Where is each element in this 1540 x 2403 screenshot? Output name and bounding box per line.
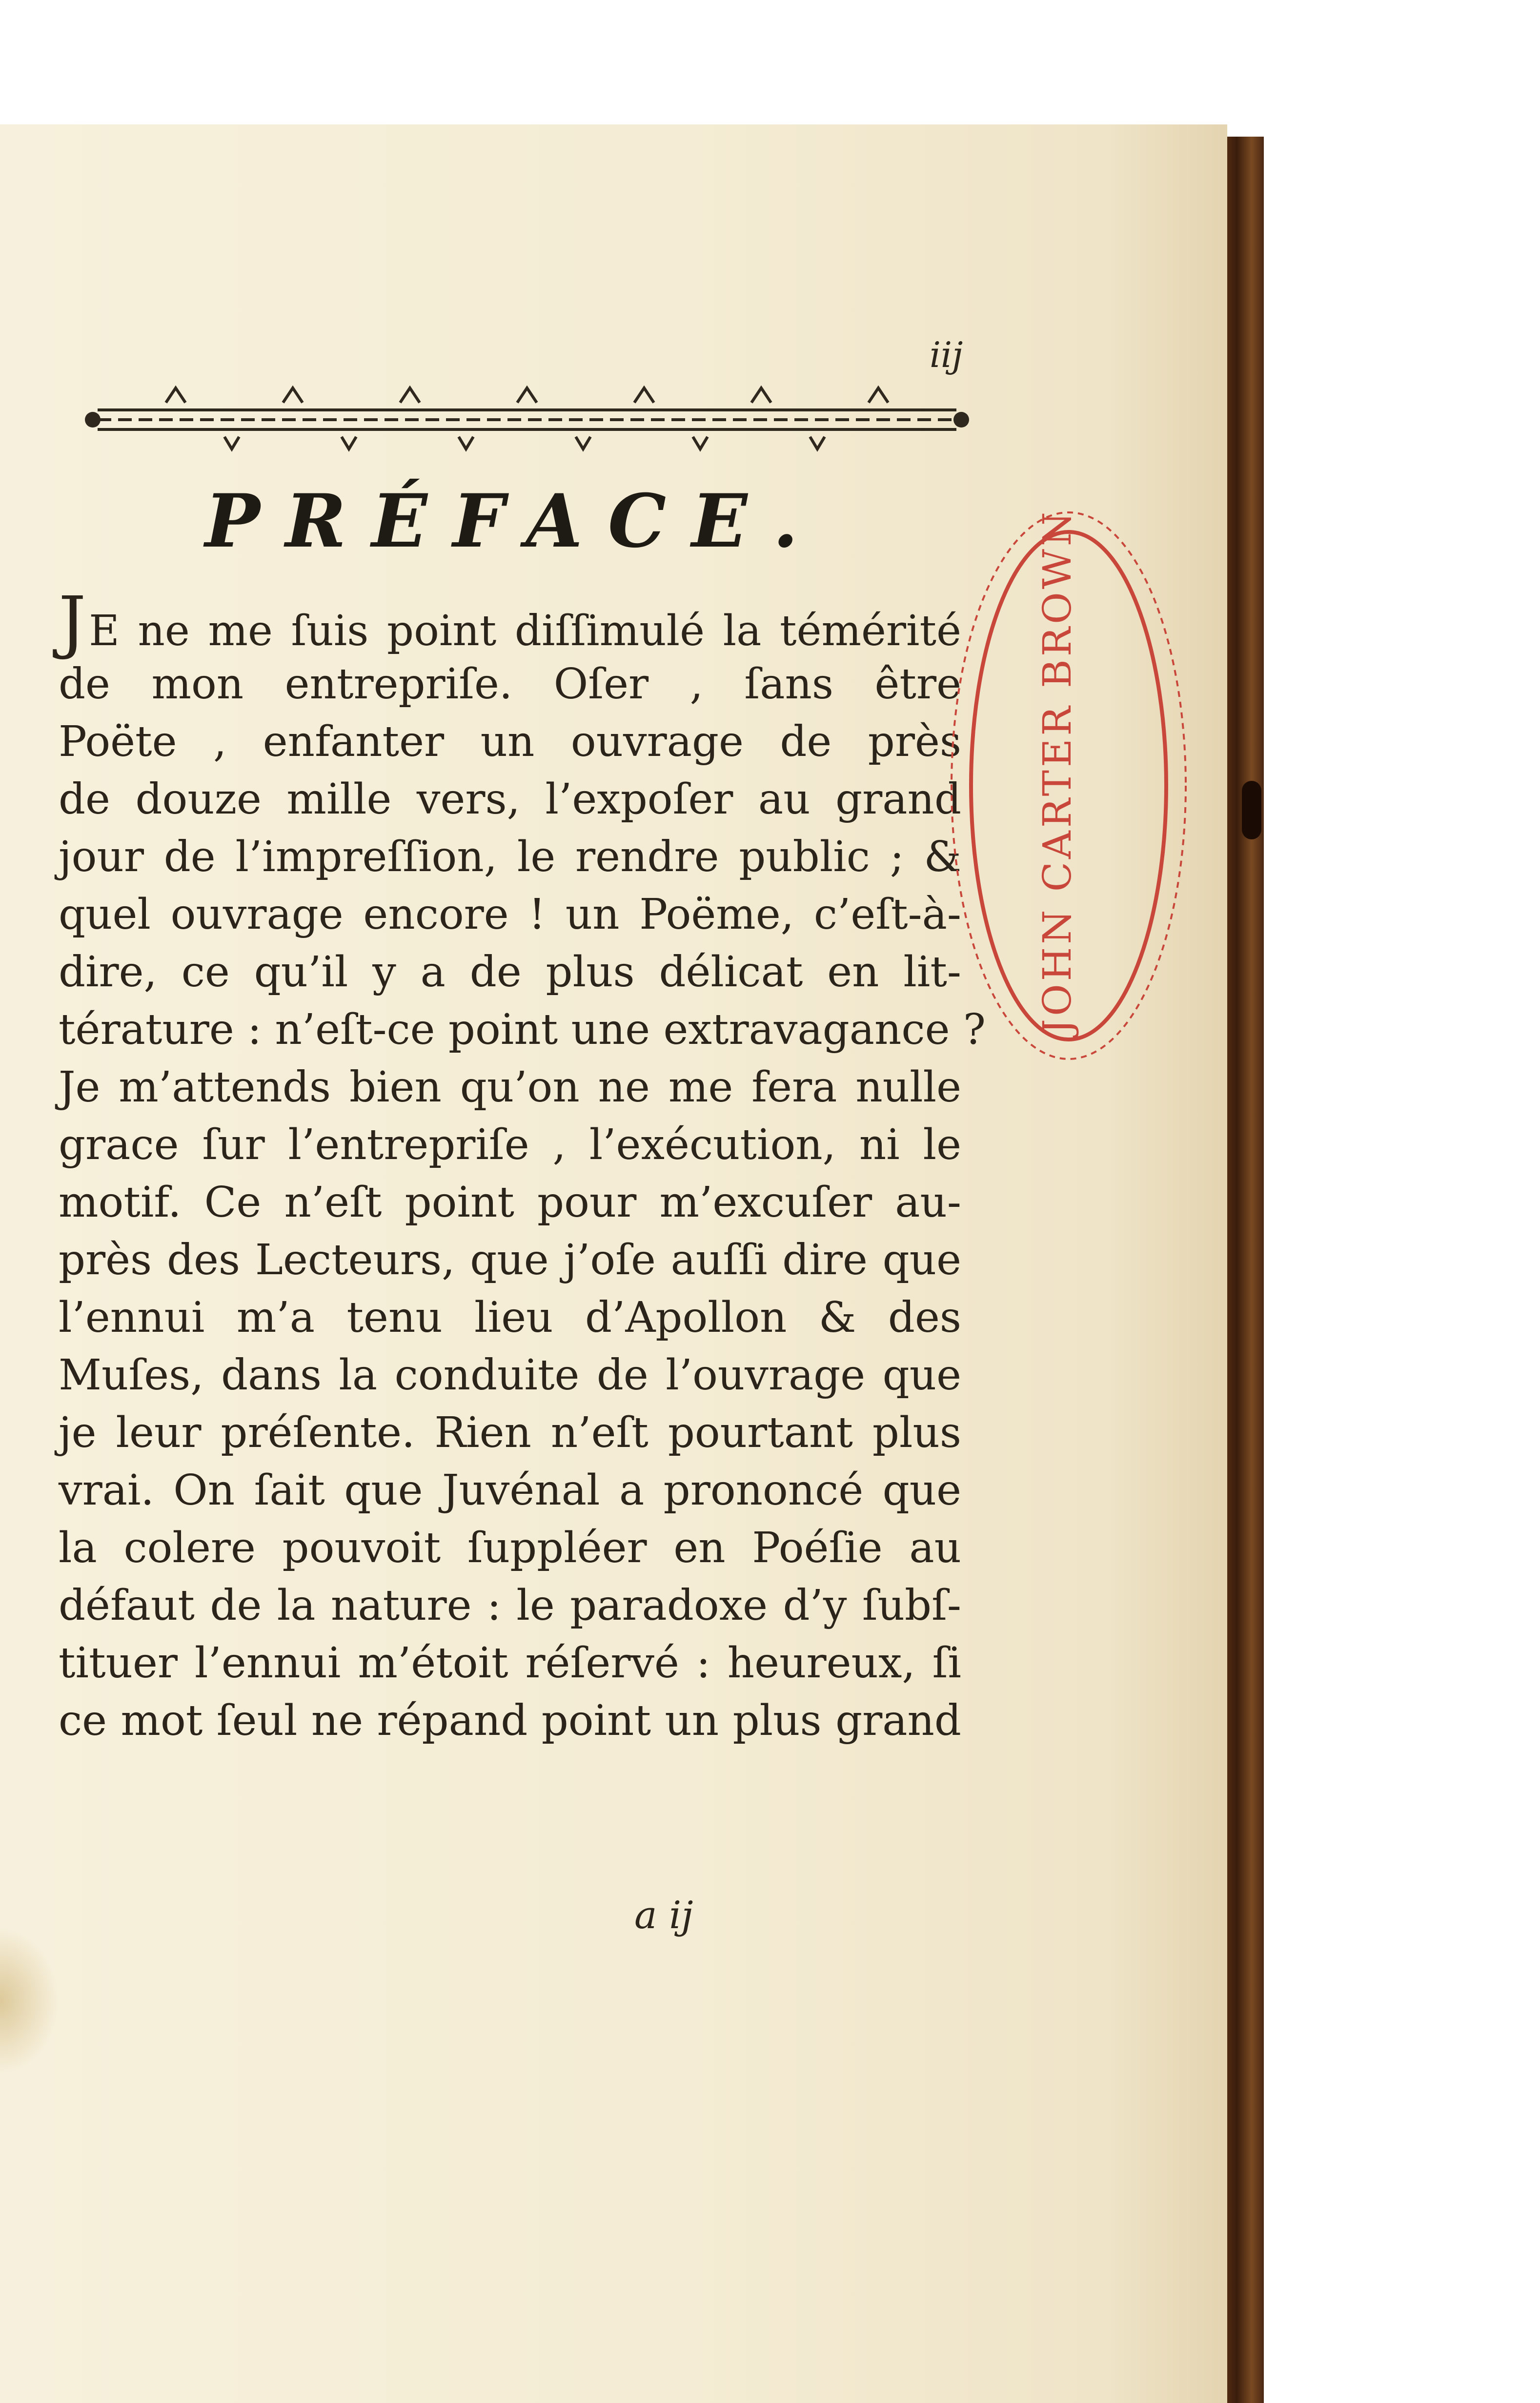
text-line: motif. Ce n’eſt point pour m’excuſer au- bbox=[59, 1178, 961, 1227]
binding-notch bbox=[1242, 781, 1261, 839]
text-line: térature : n’eſt-ce point une extravagance ? bbox=[59, 1005, 986, 1054]
text-line: Je m’attends bien qu’on ne me fera nulle bbox=[59, 1063, 961, 1112]
text-line: quel ouvrage encore ! un Poëme, c’eſt-à- bbox=[59, 890, 961, 939]
text-line: défaut de la nature : le paradoxe d’y ſubſ- bbox=[59, 1581, 961, 1630]
text-line: je leur préſente. Rien n’eſt pourtant plus bbox=[59, 1408, 961, 1457]
text-line: près des Lecteurs, que j’oſe auſſi dire que bbox=[59, 1236, 961, 1284]
text-line: vrai. On ſait que Juvénal a prononcé que bbox=[59, 1466, 961, 1515]
text-line: tituer l’ennui m’étoit réſervé : heureux, ſi bbox=[59, 1639, 961, 1688]
paper-stain bbox=[0, 1928, 59, 2074]
drop-cap: J bbox=[59, 582, 86, 662]
text-line: l’ennui m’a tenu lieu d’Apollon & des bbox=[59, 1293, 961, 1342]
text-line: dire, ce qu’il y a de plus délicat en lit- bbox=[59, 948, 961, 997]
signature-mark: a ij bbox=[634, 1894, 693, 1937]
text-line: grace ſur l’entrepriſe , l’exécution, ni le bbox=[59, 1120, 961, 1169]
stamp-text: JOHN CARTER BROWN bbox=[1034, 509, 1080, 1035]
text-line: ce mot ſeul ne répand point un plus grand bbox=[59, 1696, 961, 1745]
text-line: Poëte , enfanter un ouvrage de près bbox=[59, 717, 961, 766]
preface-body bbox=[59, 582, 986, 1750]
ornamental-headpiece bbox=[78, 376, 976, 454]
text-line: jour de l’impreſſion, le rendre public ; & bbox=[59, 833, 961, 881]
text-line: la colere pouvoit ſuppléer en Poéſie au bbox=[59, 1524, 961, 1572]
text-line-content: E ne me ſuis point diſſimulé la témérité bbox=[89, 607, 961, 655]
text-line bbox=[59, 582, 961, 662]
text-line: Muſes, dans la conduite de l’ouvrage que bbox=[59, 1351, 961, 1400]
folio-number: iij bbox=[930, 334, 963, 375]
text-line: de douze mille vers, l’expoſer au grand bbox=[59, 775, 961, 824]
page-title: PRÉFACE. bbox=[205, 478, 824, 564]
text-line: de mon entrepriſe. Oſer , ſans être bbox=[59, 660, 961, 709]
